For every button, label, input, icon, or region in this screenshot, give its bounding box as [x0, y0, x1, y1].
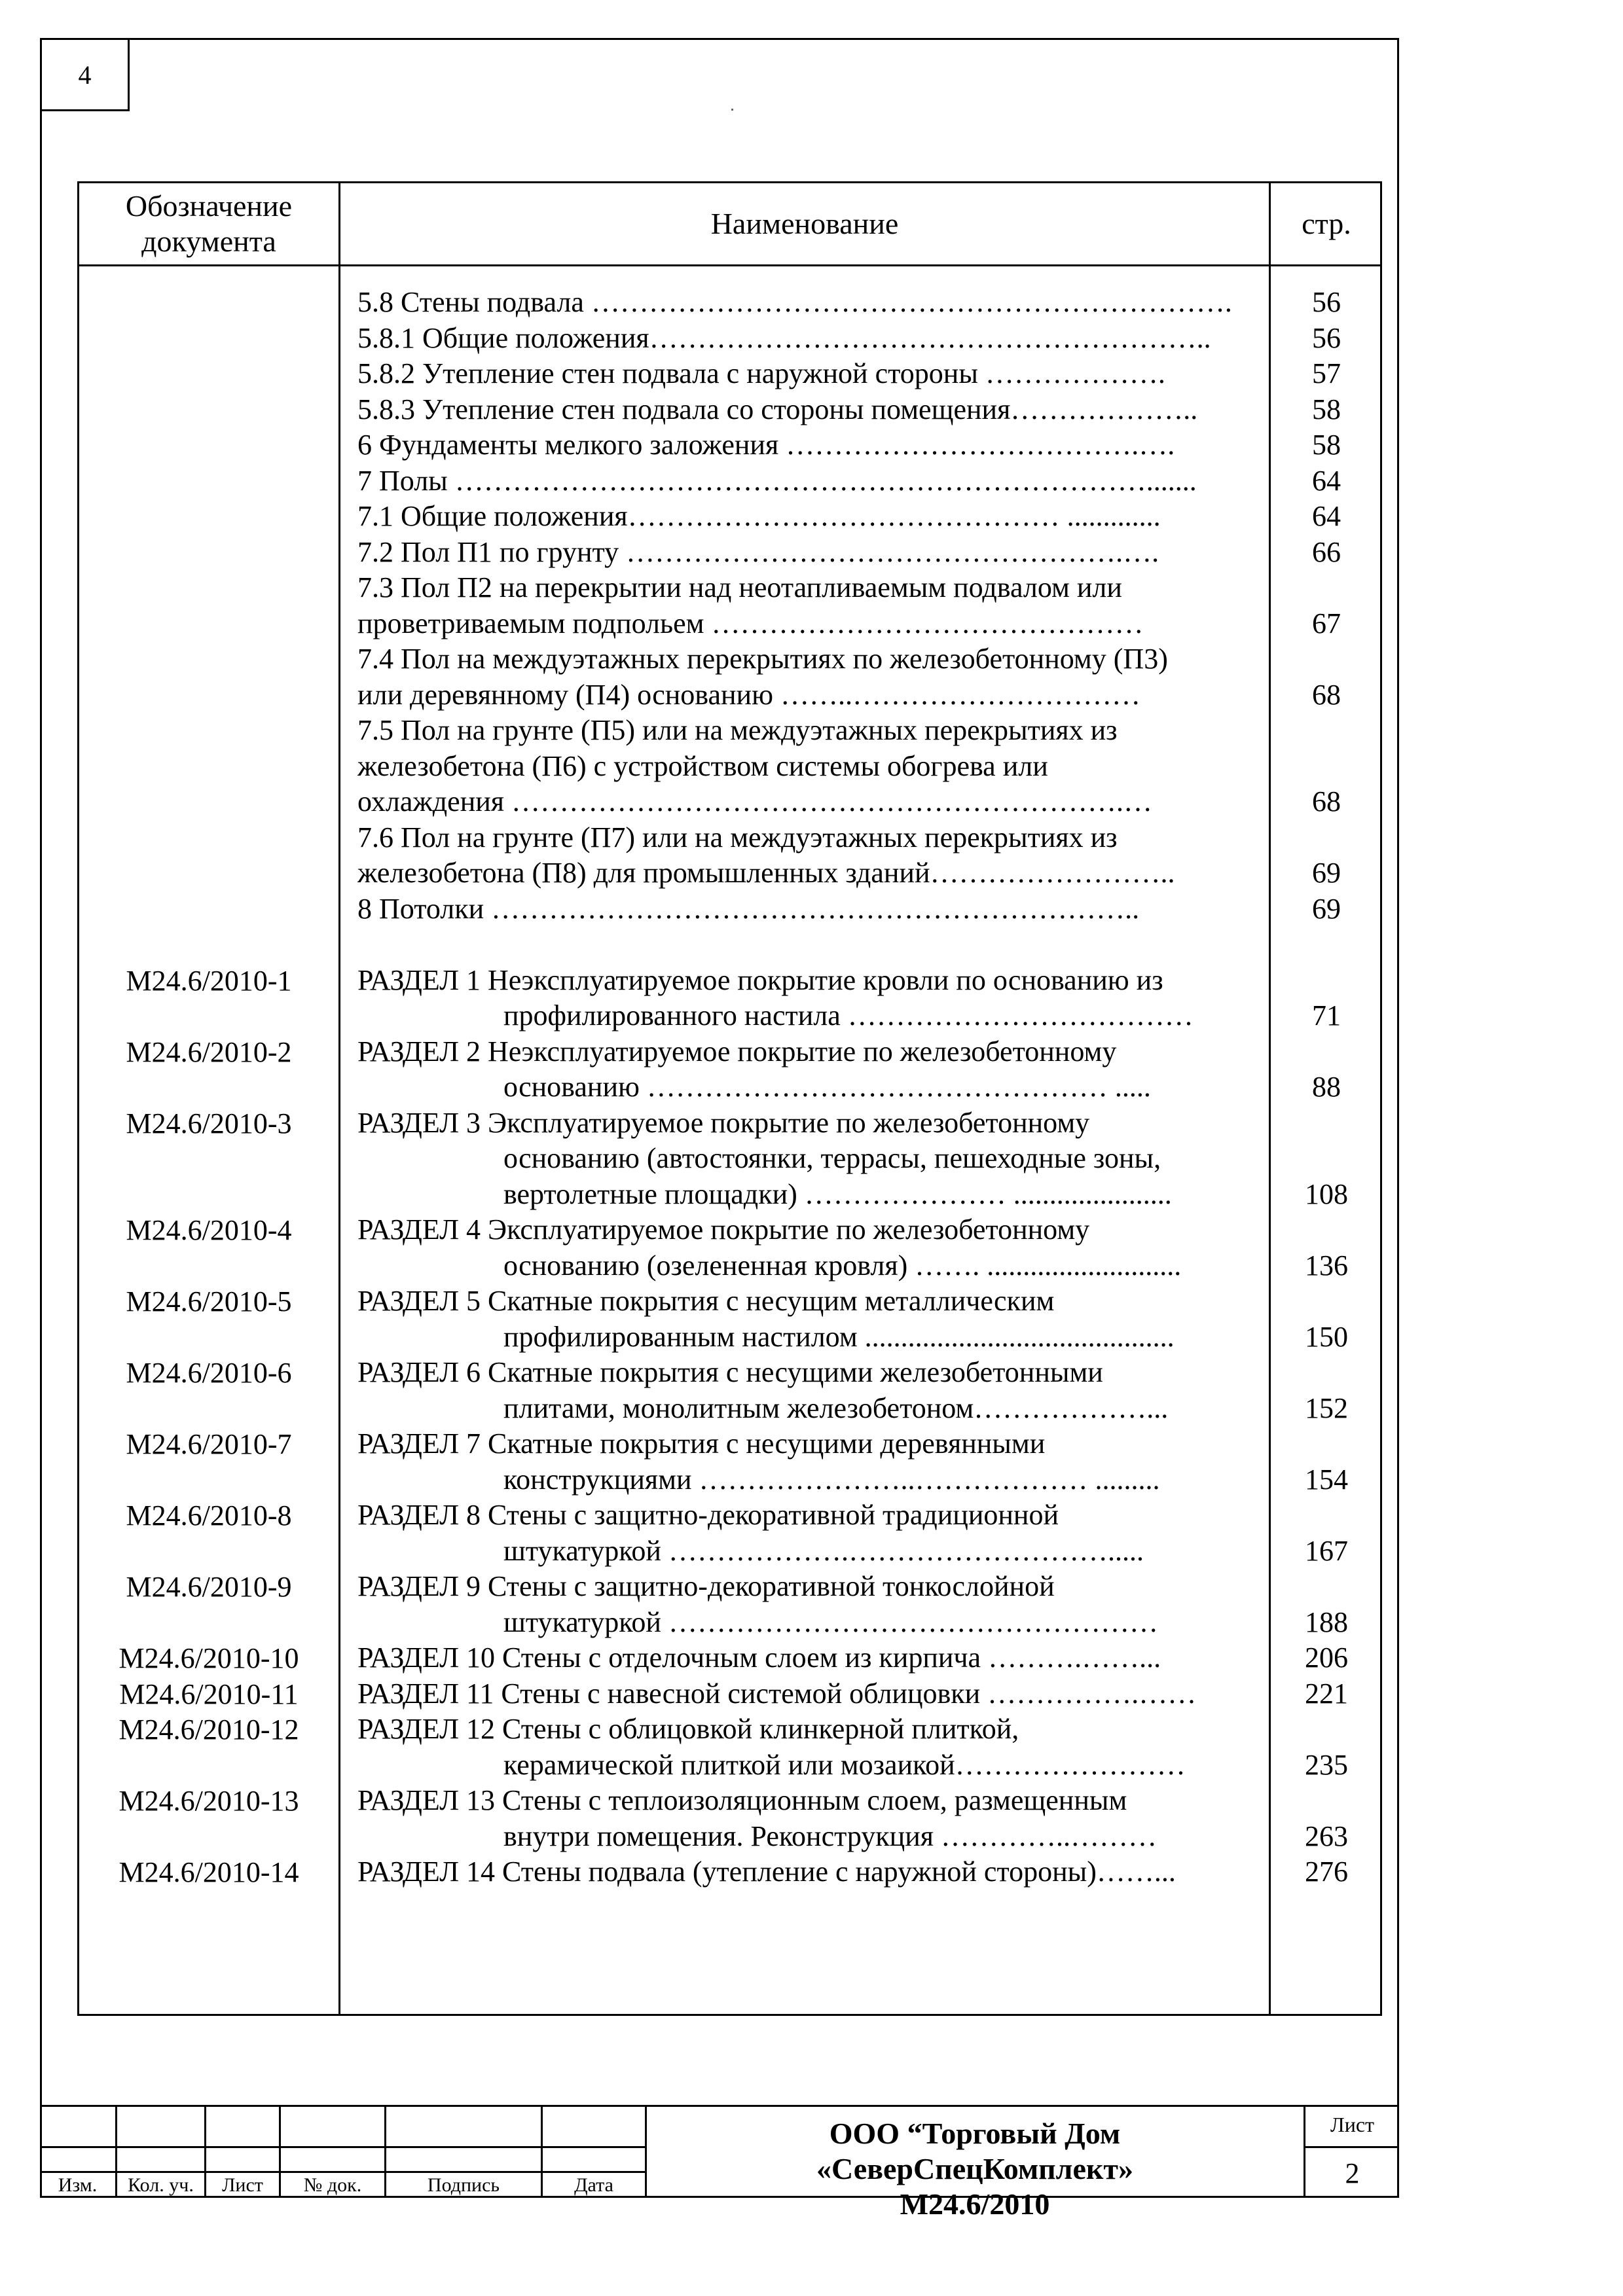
entry-title	[357, 1355, 1271, 1426]
entry-line: профилированным настилом ...........................................	[503, 1320, 1175, 1353]
entry-line: проветриваемым подпольем ………………………………………	[357, 607, 1144, 639]
document-code-cell: М24.6/2010-6	[126, 1357, 292, 1389]
page-number-cell: 64	[1312, 464, 1341, 497]
entry-line: или деревянному (П4) основанию ……..…………………………	[357, 678, 1140, 711]
entry-title	[357, 427, 1271, 463]
entry-title	[357, 1640, 1271, 1676]
page-number-cell: 206	[1305, 1641, 1348, 1674]
entry-title	[357, 891, 1271, 927]
entry-line: РАЗДЕЛ 10 Стены с отделочным слоем из кирпича ……….……...	[357, 1641, 1161, 1674]
label-sheet: Лист	[222, 2174, 263, 2196]
label-signature: Подпись	[427, 2174, 500, 2196]
column-divider	[338, 183, 340, 2014]
entry-title	[357, 1212, 1271, 1283]
entry-line: РАЗДЕЛ 13 Стены с теплоизоляционным слоем, размещенным	[357, 1784, 1127, 1816]
speck	[731, 109, 733, 111]
entry-title	[357, 321, 1271, 357]
entry-line: РАЗДЕЛ 1 Неэксплуатируемое покрытие кровли по основанию из	[357, 963, 1163, 996]
label-change: Изм.	[58, 2174, 98, 2196]
page-number-cell: 167	[1305, 1534, 1348, 1567]
document-code-cell: М24.6/2010-7	[126, 1428, 292, 1460]
page-number-cell: 263	[1305, 1820, 1348, 1852]
page-number-cell: 67	[1312, 607, 1341, 639]
page-number-cell: 108	[1305, 1177, 1348, 1210]
entry-line: основанию ………………………………………… .....	[503, 1071, 1151, 1103]
entry-line: 7.3 Пол П2 на перекрытии над неотапливаемым подвалом или	[357, 571, 1122, 603]
entry-line: РАЗДЕЛ 11 Стены с навесной системой облицовки …………….……	[357, 1677, 1197, 1710]
entry-line: штукатуркой ……………….……………………….....	[503, 1534, 1144, 1567]
entry-title	[357, 1498, 1271, 1569]
entry-line: вертолетные площадки) ………………… ......................	[503, 1177, 1172, 1210]
document-code-cell: М24.6/2010-11	[119, 1677, 299, 1710]
entry-line: внутри помещения. Реконструкция …………..………	[503, 1820, 1157, 1852]
header-code: Обозначение документа	[125, 189, 293, 258]
org-line: ООО “Торговый Дом	[829, 2117, 1121, 2150]
page-number-cell: 69	[1312, 857, 1341, 889]
page-number-cell: 221	[1305, 1677, 1348, 1710]
entry-title	[357, 356, 1271, 392]
label-quantity: Кол. уч.	[128, 2174, 194, 2196]
document-code-cell: М24.6/2010-12	[119, 1713, 299, 1746]
document-code-cell: М24.6/2010-1	[126, 964, 292, 997]
entry-line: железобетона (П6) с устройством системы обогрева или	[357, 749, 1048, 782]
title-grid-line	[40, 2146, 645, 2148]
page-number-cell: 152	[1305, 1391, 1348, 1424]
entry-line: РАЗДЕЛ 4 Эксплуатируемое покрытие по железобетонному	[357, 1213, 1090, 1246]
entry-title	[357, 641, 1271, 713]
document-code-cell: М24.6/2010-2	[126, 1035, 292, 1068]
entry-line: РАЗДЕЛ 9 Стены с защитно-декоративной тонкослойной	[357, 1570, 1055, 1602]
label-doc-number: № док.	[303, 2174, 362, 2196]
entry-line: РАЗДЕЛ 3 Эксплуатируемое покрытие по железобетонному	[357, 1106, 1090, 1139]
entry-line: 6 Фундаменты мелкого заложения ……………………………….….	[357, 429, 1175, 461]
entry-title	[357, 1105, 1271, 1213]
document-code-cell: М24.6/2010-14	[119, 1856, 299, 1888]
document-code-cell: М24.6/2010-3	[126, 1107, 292, 1139]
entry-title	[357, 570, 1271, 641]
entry-line: 8 Потолки …………………………………………………………..	[357, 892, 1140, 925]
document-code: М24.6/2010	[900, 2187, 1050, 2221]
organization-name	[646, 2116, 1304, 2222]
document-code-cell: М24.6/2010-13	[119, 1785, 299, 1817]
entry-line: 5.8.3 Утепление стен подвала со стороны помещения………………..	[357, 393, 1198, 425]
entry-line: 7.6 Пол на грунте (П7) или на междуэтажных перекрытиях из	[357, 821, 1118, 853]
entry-line: 7.1 Общие положения……………………………………… .............	[357, 500, 1161, 532]
entry-title	[357, 1034, 1271, 1105]
contents-table	[77, 181, 1382, 2016]
entry-line: РАЗДЕЛ 6 Скатные покрытия с несущими железобетонными	[357, 1356, 1103, 1388]
document-code-cell: М24.6/2010-4	[126, 1214, 292, 1246]
page-number-cell: 154	[1305, 1463, 1348, 1496]
org-line: «СеверСпецКомплект»	[816, 2152, 1134, 2185]
page-number-cell: 136	[1305, 1249, 1348, 1282]
entry-line: РАЗДЕЛ 14 Стены подвала (утепление с наружной стороны)……...	[357, 1856, 1176, 1888]
page-number-cell: 57	[1312, 357, 1341, 389]
entry-line: 5.8 Стены подвала ………………………………………………………….	[357, 286, 1232, 318]
entry-title	[357, 1712, 1271, 1783]
document-code-cell: М24.6/2010-8	[126, 1499, 292, 1532]
entry-line: 7.5 Пол на грунте (П5) или на междуэтажных перекрытиях из	[357, 714, 1118, 746]
entry-line: керамической плиткой или мозаикой……………………	[503, 1748, 1186, 1781]
page-number-cell: 68	[1312, 785, 1341, 817]
page-number-cell: 188	[1305, 1605, 1348, 1638]
entry-line: РАЗДЕЛ 12 Стены с облицовкой клинкерной плиткой,	[357, 1713, 1019, 1745]
document-code-cell: М24.6/2010-9	[126, 1571, 292, 1603]
sheet-label: Лист	[1330, 2113, 1374, 2136]
entry-title	[357, 1783, 1271, 1854]
page-number-cell: 66	[1312, 535, 1341, 568]
entry-title	[357, 1426, 1271, 1498]
entry-title	[357, 1854, 1271, 1890]
entry-title	[357, 820, 1271, 891]
entry-line: профилированного настила ………………………………	[503, 999, 1194, 1031]
entry-title	[357, 463, 1271, 499]
entry-line: 5.8.2 Утепление стен подвала с наружной стороны ……………….	[357, 357, 1165, 389]
title-block	[40, 2105, 1399, 2221]
page-number-cell: 68	[1312, 678, 1341, 711]
entry-title	[357, 1283, 1271, 1355]
entry-title	[357, 392, 1271, 428]
entry-title	[357, 499, 1271, 535]
entry-line: 7 Полы ……………………………………………………………….......	[357, 464, 1197, 497]
document-code-cell: М24.6/2010-5	[126, 1285, 292, 1318]
entry-line: РАЗДЕЛ 7 Скатные покрытия с несущими деревянными	[357, 1427, 1046, 1460]
page-number-cell: 58	[1312, 393, 1341, 425]
entry-line: штукатуркой ……………………………………………	[503, 1605, 1158, 1638]
corner-number: 4	[40, 38, 130, 111]
page-number-cell: 235	[1305, 1748, 1348, 1781]
header-divider	[79, 264, 1380, 266]
entry-title	[357, 1676, 1271, 1712]
entry-line: охлаждения ……………………………………………………….…	[357, 785, 1153, 817]
page-number-cell: 88	[1312, 1071, 1341, 1103]
entry-line: РАЗДЕЛ 2 Неэксплуатируемое покрытие по железобетонному	[357, 1035, 1117, 1067]
entry-line: конструкциями …………………..……………… .........	[503, 1463, 1160, 1496]
page-number-cell: 56	[1312, 286, 1341, 318]
entry-line: основанию (озелененная кровля) ……. ...........................	[503, 1249, 1182, 1282]
entry-line: РАЗДЕЛ 5 Скатные покрытия с несущим металлическим	[357, 1285, 1055, 1317]
page-number-cell: 71	[1312, 999, 1341, 1031]
sheet-number: 2	[1345, 2157, 1360, 2189]
entry-title	[357, 1569, 1271, 1640]
page-number-cell: 56	[1312, 321, 1341, 354]
entry-line: 7.2 Пол П1 по грунту …………………………………………….….	[357, 535, 1159, 568]
page-number-cell: 276	[1305, 1856, 1348, 1888]
header-name: Наименование	[710, 207, 899, 240]
page-number-cell: 150	[1305, 1320, 1348, 1353]
entry-title	[357, 285, 1271, 321]
entry-line: железобетона (П8) для промышленных зданий……………………..	[357, 857, 1175, 889]
entry-line: 7.4 Пол на междуэтажных перекрытиях по железобетонному (П3)	[357, 643, 1168, 675]
entry-title	[357, 963, 1271, 1034]
label-date: Дата	[574, 2174, 613, 2196]
page-number-cell: 69	[1312, 892, 1341, 925]
entry-line: 5.8.1 Общие положения…………………………………………………..	[357, 321, 1211, 354]
entry-line: основанию (автостоянки, террасы, пешеходные зоны,	[503, 1142, 1161, 1174]
entry-title	[357, 535, 1271, 571]
header-page: стр.	[1302, 207, 1351, 240]
document-code-cell: М24.6/2010-10	[119, 1642, 299, 1674]
entry-title	[357, 713, 1271, 820]
page-number-cell: 58	[1312, 429, 1341, 461]
page-number-cell: 64	[1312, 500, 1341, 532]
entry-line: РАЗДЕЛ 8 Стены с защитно-декоративной традиционной	[357, 1499, 1059, 1531]
entry-line: плитами, монолитным железобетоном………………...	[503, 1391, 1169, 1424]
